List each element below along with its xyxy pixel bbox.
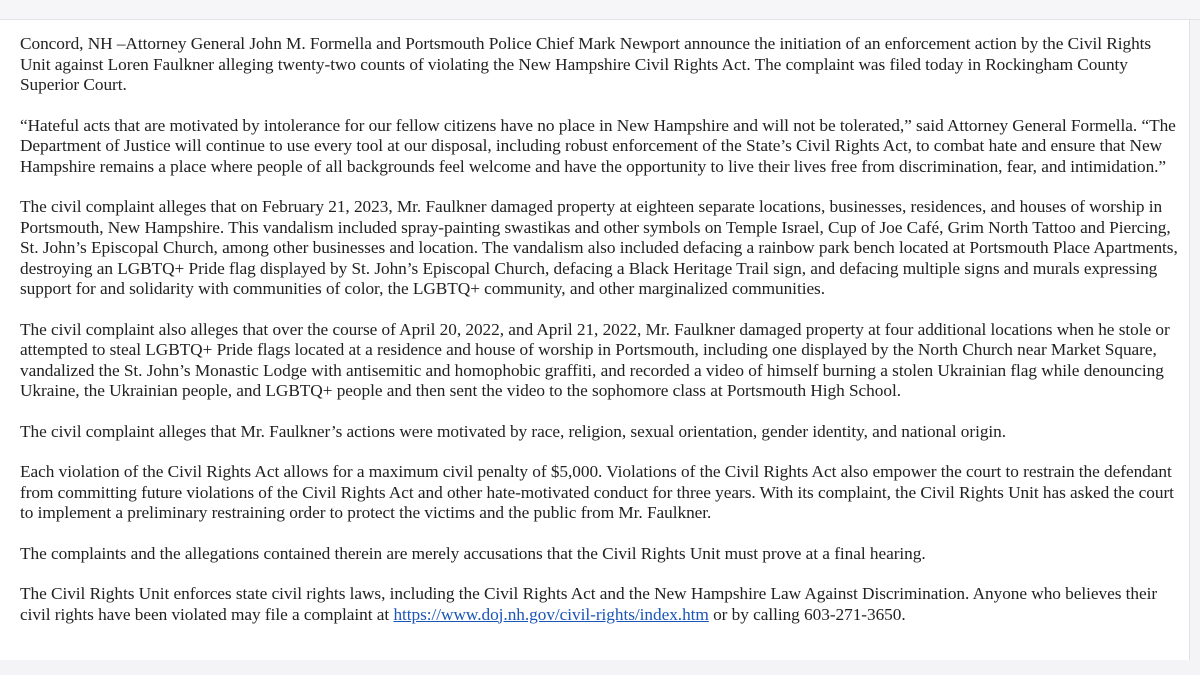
paragraph-quote: “Hateful acts that are motivated by intolerance for our fellow citizens have no place in New Hampshire and will not be tolerated,” said Attorney General Formella. “The Department of Justice will continue to use every tool at our disposal, including robust enforcement of the State’s Civil Rights Act, to combat hate and ensure that New Hampshire remains a place where people of all backgrounds feel welcome and have the opportunity to live their lives free from discrimination, fear, and intimidation.” xyxy=(20,115,1176,176)
paragraph-february-allegations: The civil complaint alleges that on February 21, 2023, Mr. Faulkner damaged property at eighteen separate locations, businesses, residences, and houses of worship in Portsmouth, New Hampshire. This vandalism included spray-painting swastikas and other symbols on Temple Israel, Cup of Joe Café, Grim North Tattoo and Piercing, St. John’s Episcopal Church, among other businesses and location. The vandalism also included defacing a rainbow park bench located at Portsmouth Place Apartments, destroying an LGBTQ+ Pride flag displayed by St. John’s Episcopal Church, defacing a Black Heritage Trail sign, and defacing multiple signs and murals expressing support for and solidarity with communities of color, the LGBTQ+ community, and other marginalized communities. xyxy=(20,197,1178,298)
press-release-body xyxy=(0,20,1190,660)
paragraph-motivation: The civil complaint alleges that Mr. Faulkner’s actions were motivated by race, religion, sexual orientation, gender identity, and national origin. xyxy=(20,421,1007,441)
bottom-strip xyxy=(0,661,1200,675)
paragraph-intro: Concord, NH –Attorney General John M. Formella and Portsmouth Police Chief Mark Newport announce the initiation of an enforcement action by the Civil Rights Unit against Loren Faulkner alleging twenty-two counts of violating the New Hampshire Civil Rights Act. The complaint was filed today in Rockingham County Superior Court. xyxy=(20,34,1152,94)
top-strip xyxy=(0,0,1200,20)
paragraph-penalties: Each violation of the Civil Rights Act allows for a maximum civil penalty of $5,000. Violations of the Civil Rights Act also empower the court to restrain the defendant from committing future violations of the Civil Rights Act and other hate-motivated conduct for three years. With its complaint, the Civil Rights Unit has asked the court to implement a preliminary restraining order to protect the victims and the public from Mr. Faulkner. xyxy=(20,462,1174,522)
paragraph-civil-rights-unit-contact xyxy=(20,584,1179,625)
paragraph-accusations-disclaimer: The complaints and the allegations contained therein are merely accusations that the Civil Rights Unit must prove at a final hearing. xyxy=(20,543,926,563)
contact-text-before-link: The Civil Rights Unit enforces state civil rights laws, including the Civil Rights Act and the New Hampshire Law Against Discrimination. Anyone who believes their civil rights have been violated may file a complaint at xyxy=(20,584,1158,624)
contact-text-after-link: or by calling 603-271-3650. xyxy=(708,604,906,624)
paragraph-april-allegations: The civil complaint also alleges that over the course of April 20, 2022, and April 21, 2022, Mr. Faulkner damaged property at four additional locations when he stole or attempted to steal LGBTQ+ Pride flags located at a residence and house of worship in Portsmouth, including one displayed by the North Church near Market Square, vandalized the St. John’s Monastic Lodge with antisemitic and homophobic graffiti, and recorded a video of himself burning a stolen Ukrainian flag while denouncing Ukraine, the Ukrainian people, and LGBTQ+ people and then sent the video to the sophomore class at Portsmouth High School. xyxy=(20,319,1170,400)
civil-rights-complaint-link[interactable]: https://www.doj.nh.gov/civil-rights/index.htm xyxy=(393,604,709,624)
